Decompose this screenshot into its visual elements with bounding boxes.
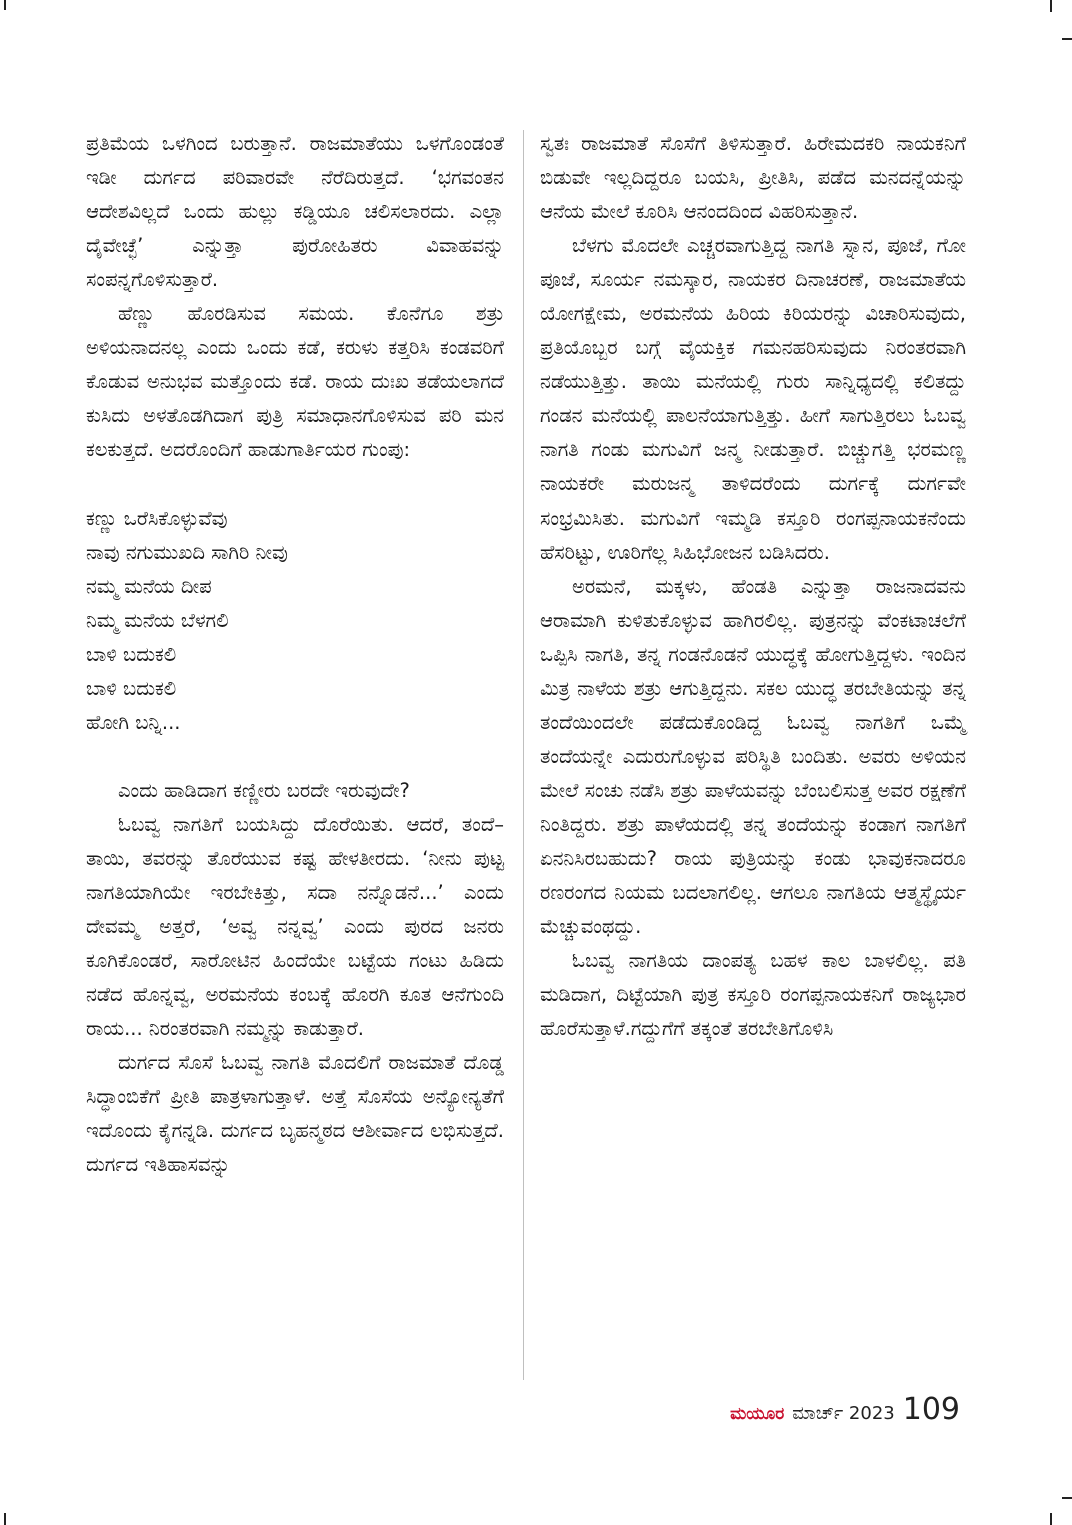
poem-line: ಹೋಗಿ ಬನ್ನಿ... <box>86 710 181 734</box>
stanza-spacer <box>86 467 504 501</box>
crop-mark-bottom-left <box>4 1513 6 1525</box>
issue-date: ಮಾರ್ಚ್ 2023 <box>792 1403 895 1424</box>
paragraph: ಅರಮನೆ, ಮಕ್ಕಳು, ಹೆಂಡತಿ ಎನ್ನುತ್ತಾ ರಾಜನಾದವನು ಆರಾಮಾಗಿ ಕುಳಿತುಕೊಳ್ಳುವ ಹಾಗಿರಲಿಲ್ಲ. ಪುತ್ರನನ್ನು ವೆಂಕಟಾಚಲೆಗೆ ಒಪ್ಪಿಸಿ ನಾಗತಿ, ತನ್ನ ಗಂಡನೊಡನೆ ಯುದ್ಧಕ್ಕೆ ಹೋಗುತ್ತಿದ್ದಳು. ಇಂದಿನ ಮಿತ್ರ ನಾಳೆಯ ಶತ್ರು ಆಗುತ್ತಿದ್ದನು. ಸಕಲ ಯುದ್ಧ ತರಬೇತಿಯನ್ನು ತನ್ನ ತಂದೆಯಿಂದಲೇ ಪಡೆದುಕೊಂಡಿದ್ದ ಓಬವ್ವ ನಾಗತಿಗೆ ಒಮ್ಮೆ ತಂದೆಯನ್ನೇ ಎದುರುಗೊಳ್ಳುವ ಪರಿಸ್ಥಿತಿ ಬಂದಿತು. ಅವರು ಅಳಿಯನ ಮೇಲೆ ಸಂಚು ನಡೆಸಿ ಶತ್ರು ಪಾಳೆಯವನ್ನು ಬೆಂಬಲಿಸುತ್ತ ಅವರ ರಕ್ಷಣೆಗೆ ನಿಂತಿದ್ದರು. ಶತ್ರು ಪಾಳೆಯದಲ್ಲಿ ತನ್ನ ತಂದೆಯನ್ನು ಕಂಡಾಗ ನಾಗತಿಗೆ ಏನನಿಸಿರಬಹುದು? ರಾಯ ಪುತ್ರಿಯನ್ನು ಕಂಡು ಭಾವುಕನಾದರೂ ರಣರಂಗದ ನಿಯಮ ಬದಲಾಗಲಿಲ್ಲ. ಆಗಲೂ ನಾಗತಿಯ ಆತ್ಮಸ್ಥೈರ್ಯ ಮೆಚ್ಚುವಂಥದ್ದು. <box>540 574 966 939</box>
poem-line: ನಮ್ಮ ಮನೆಯ ದೀಪ <box>86 574 212 598</box>
magazine-name: ಮಯೂರ <box>730 1404 785 1424</box>
right-column <box>540 127 966 1046</box>
column-divider <box>523 130 524 1380</box>
crop-mark-top-left <box>4 0 6 10</box>
paragraph: ಎಂದು ಹಾಡಿದಾಗ ಕಣ್ಣೀರು ಬರದೇ ಇರುವುದೇ? <box>118 778 410 802</box>
paragraph: ಪ್ರತಿಮೆಯ ಒಳಗಿಂದ ಬರುತ್ತಾನೆ. ರಾಜಮಾತೆಯು ಒಳಗೊಂಡಂತೆ ಇಡೀ ದುರ್ಗದ ಪರಿವಾರವೇ ನೆರೆದಿರುತ್ತದೆ. ‘ಭಗವಂತನ ಆದೇಶವಿಲ್ಲದೆ ಒಂದು ಹುಲ್ಲು ಕಡ್ಡಿಯೂ ಚಲಿಸಲಾರದು. ಎಲ್ಲಾ ದೈವೇಚ್ಛೆ’ ಎನ್ನುತ್ತಾ ಪುರೋಹಿತರು ವಿವಾಹವನ್ನು ಸಂಪನ್ನಗೊಳಿಸುತ್ತಾರೆ. <box>86 132 504 292</box>
page-footer <box>730 1392 960 1427</box>
poem-line: ಬಾಳಿ ಬದುಕಲಿ <box>86 642 177 666</box>
stanza-spacer <box>86 740 504 774</box>
poem-line: ನಿಮ್ಮ ಮನೆಯ ಬೆಳಗಲಿ <box>86 608 229 632</box>
crop-mark-top-right <box>1050 0 1052 12</box>
left-column <box>86 127 504 1182</box>
paragraph: ದುರ್ಗದ ಸೊಸೆ ಓಬವ್ವ ನಾಗತಿ ಮೊದಲಿಗೆ ರಾಜಮಾತೆ ದೊಡ್ಡ ಸಿದ್ಧಾಂಬಿಕೆಗೆ ಪ್ರೀತಿ ಪಾತ್ರಳಾಗುತ್ತಾಳೆ. ಅತ್ತೆ ಸೊಸೆಯ ಅನ್ಯೋನ್ಯತೆಗೆ ಇದೊಂದು ಕೈಗನ್ನಡಿ. ದುರ್ಗದ ಬೃಹನ್ಮಠದ ಆಶೀರ್ವಾದ ಲಭಿಸುತ್ತದೆ. ದುರ್ಗದ ಇತಿಹಾಸವನ್ನು <box>86 1051 504 1177</box>
paragraph: ಓಬವ್ವ ನಾಗತಿಗೆ ಬಯಸಿದ್ದು ದೊರೆಯಿತು. ಆದರೆ, ತಂದೆ–ತಾಯಿ, ತವರನ್ನು ತೊರೆಯುವ ಕಷ್ಟ ಹೇಳತೀರದು. ‘ನೀನು ಪುಟ್ಟ ನಾಗತಿಯಾಗಿಯೇ ಇರಬೇಕಿತ್ತು, ಸದಾ ನನ್ನೊಡನೆ...’ ಎಂದು ದೇವಮ್ಮ ಅತ್ತರೆ, ‘ಅವ್ವ ನನ್ನವ್ವ’ ಎಂದು ಪುರದ ಜನರು ಕೂಗಿಕೊಂಡರೆ, ಸಾರೋಟಿನ ಹಿಂದೆಯೇ ಬಟ್ಟೆಯ ಗಂಟು ಹಿಡಿದು ನಡೆದ ಹೊನ್ನವ್ವ, ಅರಮನೆಯ ಕಂಬಕ್ಕೆ ಹೊರಗಿ ಕೂತ ಆನೆಗುಂದಿ ರಾಯ... ನಿರಂತರವಾಗಿ ನಮ್ಮನ್ನು ಕಾಡುತ್ತಾರೆ. <box>86 812 504 1041</box>
poem-line: ಕಣ್ಣು ಒರೆಸಿಕೊಳ್ಳುವೆವು <box>86 506 228 530</box>
poem-line: ನಾವು ನಗುಮುಖದಿ ಸಾಗಿರಿ ನೀವು <box>86 540 288 564</box>
paragraph: ಬೆಳಗು ಮೊದಲೇ ಎಚ್ಚರವಾಗುತ್ತಿದ್ದ ನಾಗತಿ ಸ್ನಾನ, ಪೂಜೆ, ಗೋ ಪೂಜೆ, ಸೂರ್ಯ ನಮಸ್ಕಾರ, ನಾಯಕರ ದಿನಾಚರಣೆ, ರಾಜಮಾತೆಯ ಯೋಗಕ್ಷೇಮ, ಅರಮನೆಯ ಹಿರಿಯ ಕಿರಿಯರನ್ನು ವಿಚಾರಿಸುವುದು, ಪ್ರತಿಯೊಬ್ಬರ ಬಗ್ಗೆ ವೈಯಕ್ತಿಕ ಗಮನಹರಿಸುವುದು ನಿರಂತರವಾಗಿ ನಡೆಯುತ್ತಿತ್ತು. ತಾಯಿ ಮನೆಯಲ್ಲಿ ಗುರು ಸಾನ್ನಿಧ್ಯದಲ್ಲಿ ಕಲಿತದ್ದು ಗಂಡನ ಮನೆಯಲ್ಲಿ ಪಾಲನೆಯಾಗುತ್ತಿತ್ತು. ಹೀಗೆ ಸಾಗುತ್ತಿರಲು ಓಬವ್ವ ನಾಗತಿ ಗಂಡು ಮಗುವಿಗೆ ಜನ್ಮ ನೀಡುತ್ತಾರೆ. ಬಿಚ್ಚುಗತ್ತಿ ಭರಮಣ್ಣ ನಾಯಕರೇ ಮರುಜನ್ಮ ತಾಳಿದರೆಂದು ದುರ್ಗಕ್ಕೆ ದುರ್ಗವೇ ಸಂಭ್ರಮಿಸಿತು. ಮಗುವಿಗೆ ಇಮ್ಮಡಿ ಕಸ್ತೂರಿ ರಂಗಪ್ಪನಾಯಕನೆಂದು ಹೆಸರಿಟ್ಟು, ಊರಿಗೆಲ್ಲ ಸಿಹಿಭೋಜನ ಬಡಿಸಿದರು. <box>540 234 966 564</box>
paragraph: ಓಬವ್ವ ನಾಗತಿಯ ದಾಂಪತ್ಯ ಬಹಳ ಕಾಲ ಬಾಳಲಿಲ್ಲ. ಪತಿ ಮಡಿದಾಗ, ದಿಟ್ಟೆಯಾಗಿ ಪುತ್ರ ಕಸ್ತೂರಿ ರಂಗಪ್ಪನಾಯಕನಿಗೆ ರಾಜ್ಯಭಾರ ಹೊರೆಸುತ್ತಾಳೆ.ಗದ್ದುಗೆಗೆ ತಕ್ಕಂತೆ ತರಬೇತಿಗೊಳಿಸಿ <box>540 949 966 1041</box>
paragraph: ಸ್ವತಃ ರಾಜಮಾತೆ ಸೊಸೆಗೆ ತಿಳಿಸುತ್ತಾರೆ. ಹಿರೇಮದಕರಿ ನಾಯಕನಿಗೆ ಬಿಡುವೇ ಇಲ್ಲದಿದ್ದರೂ ಬಯಸಿ, ಪ್ರೀತಿಸಿ, ಪಡೆದ ಮನದನ್ನೆಯನ್ನು ಆನೆಯ ಮೇಲೆ ಕೂರಿಸಿ ಆನಂದದಿಂದ ವಿಹರಿಸುತ್ತಾನೆ. <box>540 132 966 224</box>
crop-mark-right-lower <box>1062 1497 1072 1499</box>
paragraph: ಹೆಣ್ಣು ಹೊರಡಿಸುವ ಸಮಯ. ಕೊನೆಗೂ ಶತ್ರು ಅಳಿಯನಾದನಲ್ಲ ಎಂದು ಒಂದು ಕಡೆ, ಕರುಳು ಕತ್ತರಿಸಿ ಕಂಡವರಿಗೆ ಕೊಡುವ ಅನುಭವ ಮತ್ತೊಂದು ಕಡೆ. ರಾಯ ದುಃಖ ತಡೆಯಲಾಗದೆ ಕುಸಿದು ಅಳತೊಡಗಿದಾಗ ಪುತ್ರಿ ಸಮಾಧಾನಗೊಳಿಸುವ ಪರಿ ಮನ ಕಲಕುತ್ತದೆ. ಅದರೊಂದಿಗೆ ಹಾಡುಗಾರ್ತಿಯರ ಗುಂಪು: <box>86 302 504 462</box>
crop-mark-bottom-right <box>1050 1513 1052 1525</box>
poem-line: ಬಾಳಿ ಬದುಕಲಿ <box>86 676 177 700</box>
crop-mark-right-upper <box>1062 38 1072 40</box>
page-number: 109 <box>902 1392 960 1427</box>
